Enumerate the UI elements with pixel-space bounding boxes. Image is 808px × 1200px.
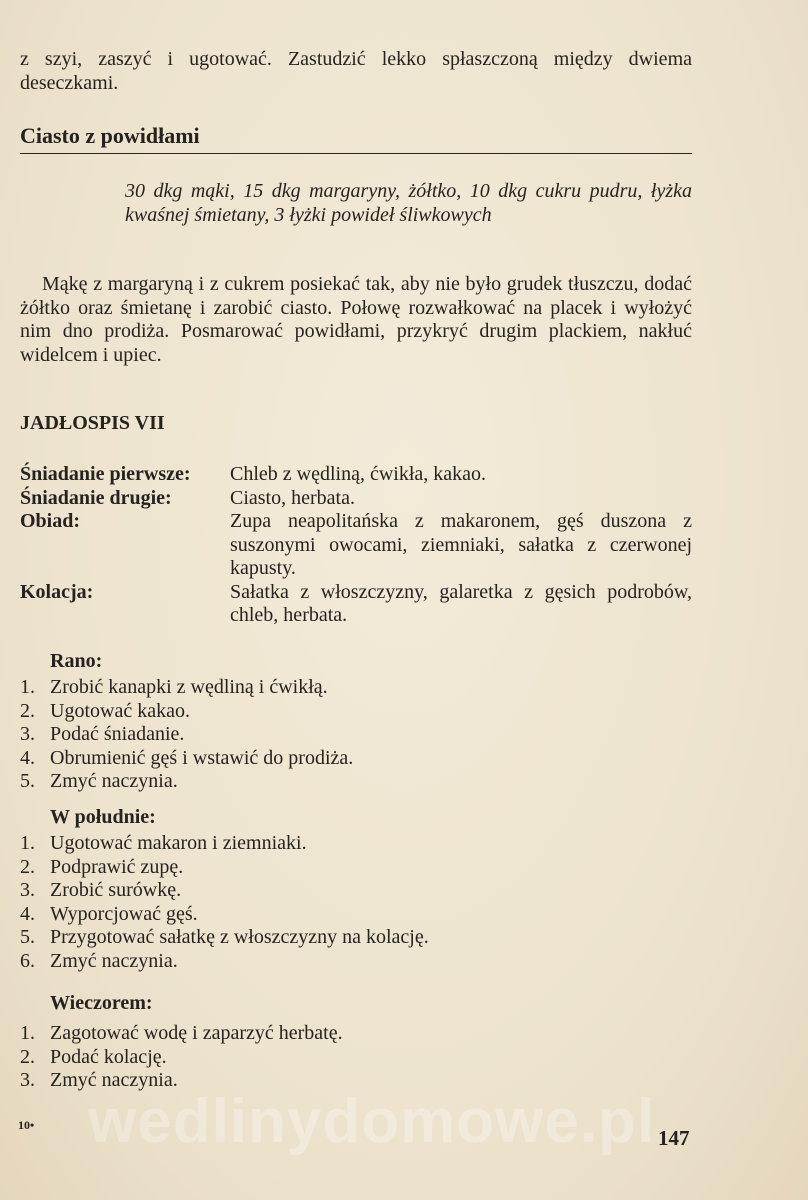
item-text: Podać kolację.	[50, 1045, 167, 1068]
item-text: Zrobić surówkę.	[50, 879, 182, 901]
menu-label: Obiad:	[20, 510, 81, 532]
item-number: 3.	[20, 723, 35, 745]
item-number: 4.	[20, 902, 35, 925]
recipe-ingredients: 30 dkg mąki, 15 dkg margaryny, żółtko, 10 dkg cukru pudru, łyżka kwaśnej śmietany, 3 łyżki powideł śliwkowych	[125, 180, 692, 226]
item-text: Zagotować wodę i zaparzyć herbatę.	[50, 1022, 343, 1044]
item-text: Ugotować kakao.	[50, 699, 190, 722]
item-number: 3.	[20, 879, 35, 901]
signature-mark: 10•	[18, 1118, 35, 1132]
menu-row	[20, 463, 692, 487]
morning-list	[20, 676, 700, 794]
section-title-evening: Wieczorem:	[50, 992, 153, 1014]
title-rule	[20, 153, 692, 154]
menu-label: Kolacja:	[20, 580, 94, 603]
item-number: 5.	[20, 770, 35, 792]
list-item	[20, 723, 700, 747]
list-item	[20, 770, 700, 794]
menu-value: Chleb z wędliną, ćwikła, kakao.	[230, 463, 487, 485]
menu-title: JADŁOSPIS VII	[20, 412, 165, 434]
item-number: 2.	[20, 699, 35, 722]
section-title-noon: W południe:	[50, 806, 156, 828]
menu-label: Śniadanie drugie:	[20, 486, 172, 509]
item-number: 1.	[20, 832, 35, 854]
item-number: 2.	[20, 1045, 35, 1068]
menu-row	[20, 510, 692, 581]
list-item	[20, 950, 700, 974]
menu-label: Śniadanie pierwsze:	[20, 463, 191, 485]
noon-list	[20, 832, 700, 973]
item-text: Wyporcjować gęś.	[50, 902, 198, 925]
menu-row	[20, 487, 692, 511]
item-text: Zmyć naczynia.	[50, 1069, 178, 1091]
menu-value: Zupa neapolitańska z makaronem, gęś duszona z suszonymi owocami, ziemniaki, sałatka z czerwonej kapusty.	[230, 510, 692, 579]
item-text: Podać śniadanie.	[50, 723, 185, 745]
item-text: Zrobić kanapki z wędliną i ćwikłą.	[50, 676, 328, 698]
item-text: Obrumienić gęś i wstawić do prodiża.	[50, 746, 354, 769]
menu-value: Ciasto, herbata.	[230, 486, 355, 509]
item-number: 3.	[20, 1069, 35, 1091]
recipe-title: Ciasto z powidłami	[20, 123, 200, 148]
recipe-instructions: Mąkę z margaryną i z cukrem posiekać tak, aby nie było grudek tłuszczu, dodać żółtko oraz śmietanę i zarobić ciasto. Połowę rozwałkować na placek i wyłożyć nim dno prodiża. Posmarować powidłami, przykryć drugim plackiem, nakłuć widelcem i upiec.	[20, 273, 692, 366]
list-item	[20, 879, 700, 903]
item-number: 2.	[20, 855, 35, 878]
item-text: Podprawić zupę.	[50, 855, 184, 878]
menu-row	[20, 581, 692, 628]
list-item	[20, 926, 700, 950]
item-number: 1.	[20, 1022, 35, 1044]
item-number: 5.	[20, 926, 35, 948]
list-item	[20, 903, 700, 927]
list-item	[20, 747, 700, 771]
item-number: 4.	[20, 746, 35, 769]
list-item	[20, 1022, 700, 1046]
item-text: Zmyć naczynia.	[50, 949, 178, 972]
section-title-morning: Rano:	[50, 650, 103, 672]
item-text: Ugotować makaron i ziemniaki.	[50, 832, 307, 854]
item-number: 1.	[20, 676, 35, 698]
item-text: Zmyć naczynia.	[50, 770, 178, 792]
list-item	[20, 676, 700, 700]
item-number: 6.	[20, 949, 35, 972]
item-text: Przygotować sałatkę z włoszczyzny na kolację.	[50, 926, 429, 948]
list-item	[20, 856, 700, 880]
list-item	[20, 1046, 700, 1070]
menu-value: Sałatka z włoszczyzny, galaretka z gęsich podrobów, chleb, herbata.	[230, 580, 692, 626]
menu-table	[20, 463, 692, 628]
watermark: wedlinydomowe.pl	[88, 1087, 656, 1156]
intro-paragraph: z szyi, zaszyć i ugotować. Zastudzić lekko spłaszczoną między dwiema deseczkami.	[20, 48, 692, 94]
list-item	[20, 832, 700, 856]
list-item	[20, 700, 700, 724]
page-number: 147	[658, 1126, 690, 1150]
evening-list	[20, 1022, 700, 1093]
